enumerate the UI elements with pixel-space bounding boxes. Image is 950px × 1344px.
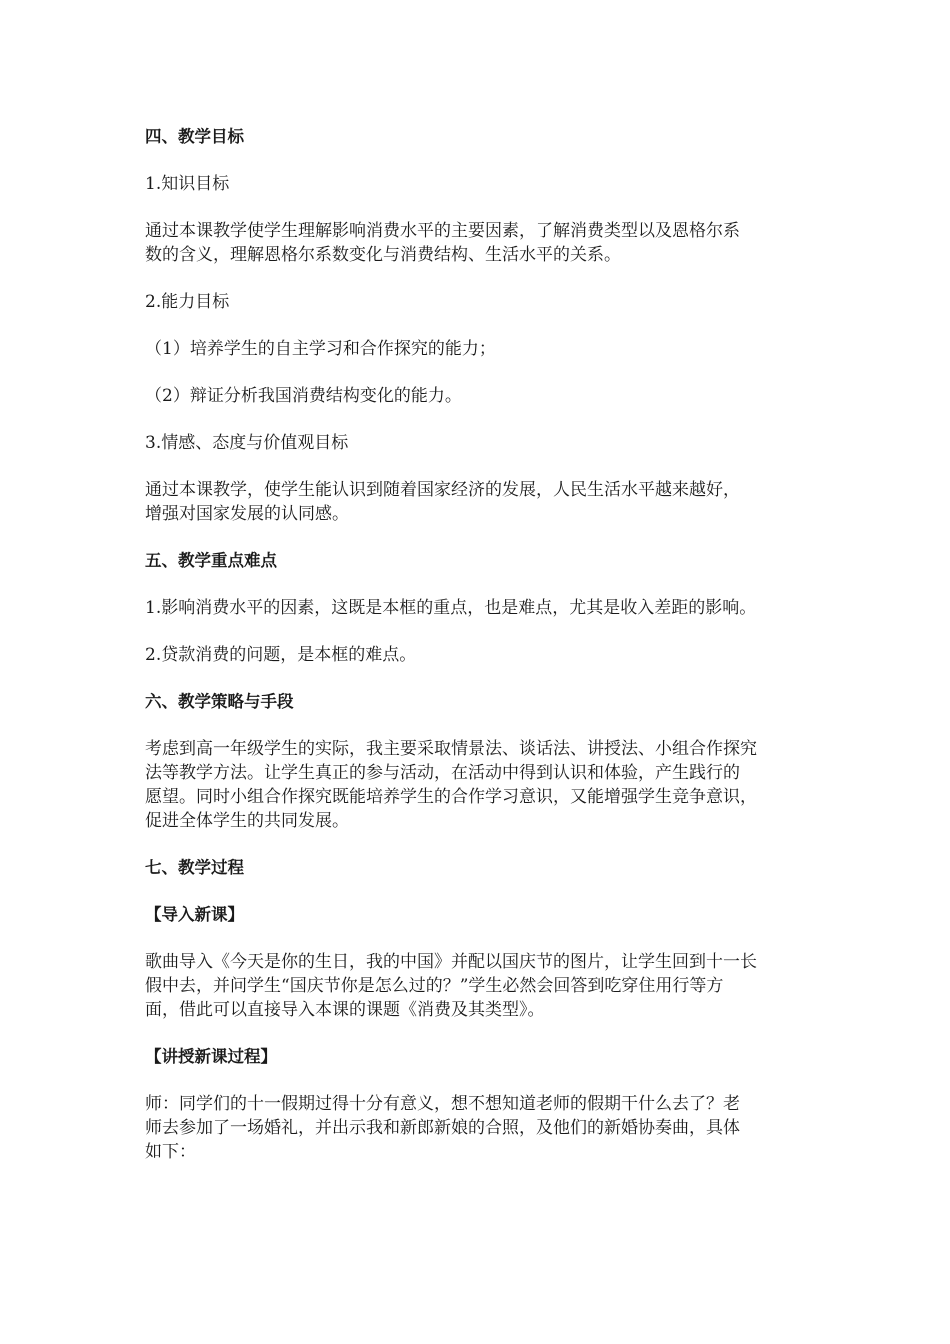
section-heading-introduction: 【导入新课】 — [145, 905, 244, 924]
paragraph-line: 数的含义，理解恩格尔系数变化与消费结构、生活水平的关系。 — [145, 245, 621, 265]
list-item-ability-2: （2）辩证分析我国消费结构变化的能力。 — [145, 386, 462, 406]
section-heading-objectives: 四、教学目标 — [145, 127, 244, 146]
paragraph-line: 歌曲导入《今天是你的生日，我的中国》并配以国庆节的图片，让学生回到十一长 — [145, 952, 757, 972]
paragraph-line: 考虑到高一年级学生的实际，我主要采取情景法、谈话法、讲授法、小组合作探究 — [145, 739, 757, 759]
subheading-knowledge-goal: 1.知识目标 — [145, 174, 230, 194]
paragraph-attitude-goal — [145, 478, 820, 526]
paragraph-line: 面，借此可以直接导入本课的课题《消费及其类型》。 — [145, 1000, 545, 1020]
section-heading-key-points: 五、教学重点难点 — [145, 551, 277, 570]
document-page — [145, 125, 820, 1164]
paragraph-line: 促进全体学生的共同发展。 — [145, 811, 349, 831]
paragraph-line: 愿望。同时小组合作探究既能培养学生的合作学习意识，又能增强学生竞争意识， — [145, 787, 757, 807]
section-heading-process: 七、教学过程 — [145, 858, 244, 877]
paragraph-new-lesson — [145, 1092, 820, 1164]
paragraph-introduction — [145, 950, 820, 1022]
section-heading-strategy: 六、教学策略与手段 — [145, 692, 294, 711]
section-heading-new-lesson: 【讲授新课过程】 — [145, 1047, 277, 1066]
paragraph-line: 假中去，并问学生“国庆节你是怎么过的？”学生必然会回答到吃穿住用行等方 — [145, 976, 724, 996]
paragraph-line: 增强对国家发展的认同感。 — [145, 504, 349, 524]
paragraph-line: 通过本课教学，使学生能认识到随着国家经济的发展，人民生活水平越来越好， — [145, 480, 740, 500]
paragraph-strategy — [145, 737, 820, 833]
subheading-ability-goal: 2.能力目标 — [145, 292, 230, 312]
paragraph-line: 法等教学方法。让学生真正的参与活动，在活动中得到认识和体验，产生践行的 — [145, 763, 740, 783]
paragraph-line: 通过本课教学使学生理解影响消费水平的主要因素，了解消费类型以及恩格尔系 — [145, 221, 740, 241]
paragraph-line: 师：同学们的十一假期过得十分有意义，想不想知道老师的假期干什么去了？老 — [145, 1094, 740, 1114]
subheading-attitude-goal: 3.情感、态度与价值观目标 — [145, 433, 349, 453]
key-point-2: 2.贷款消费的问题，是本框的难点。 — [145, 645, 417, 665]
paragraph-line: 如下： — [145, 1142, 196, 1162]
list-item-ability-1: （1）培养学生的自主学习和合作探究的能力； — [145, 339, 496, 359]
key-point-1: 1.影响消费水平的因素，这既是本框的重点，也是难点，尤其是收入差距的影响。 — [145, 598, 757, 618]
paragraph-line: 师去参加了一场婚礼，并出示我和新郎新娘的合照，及他们的新婚协奏曲，具体 — [145, 1118, 740, 1138]
paragraph-knowledge-goal — [145, 219, 820, 267]
